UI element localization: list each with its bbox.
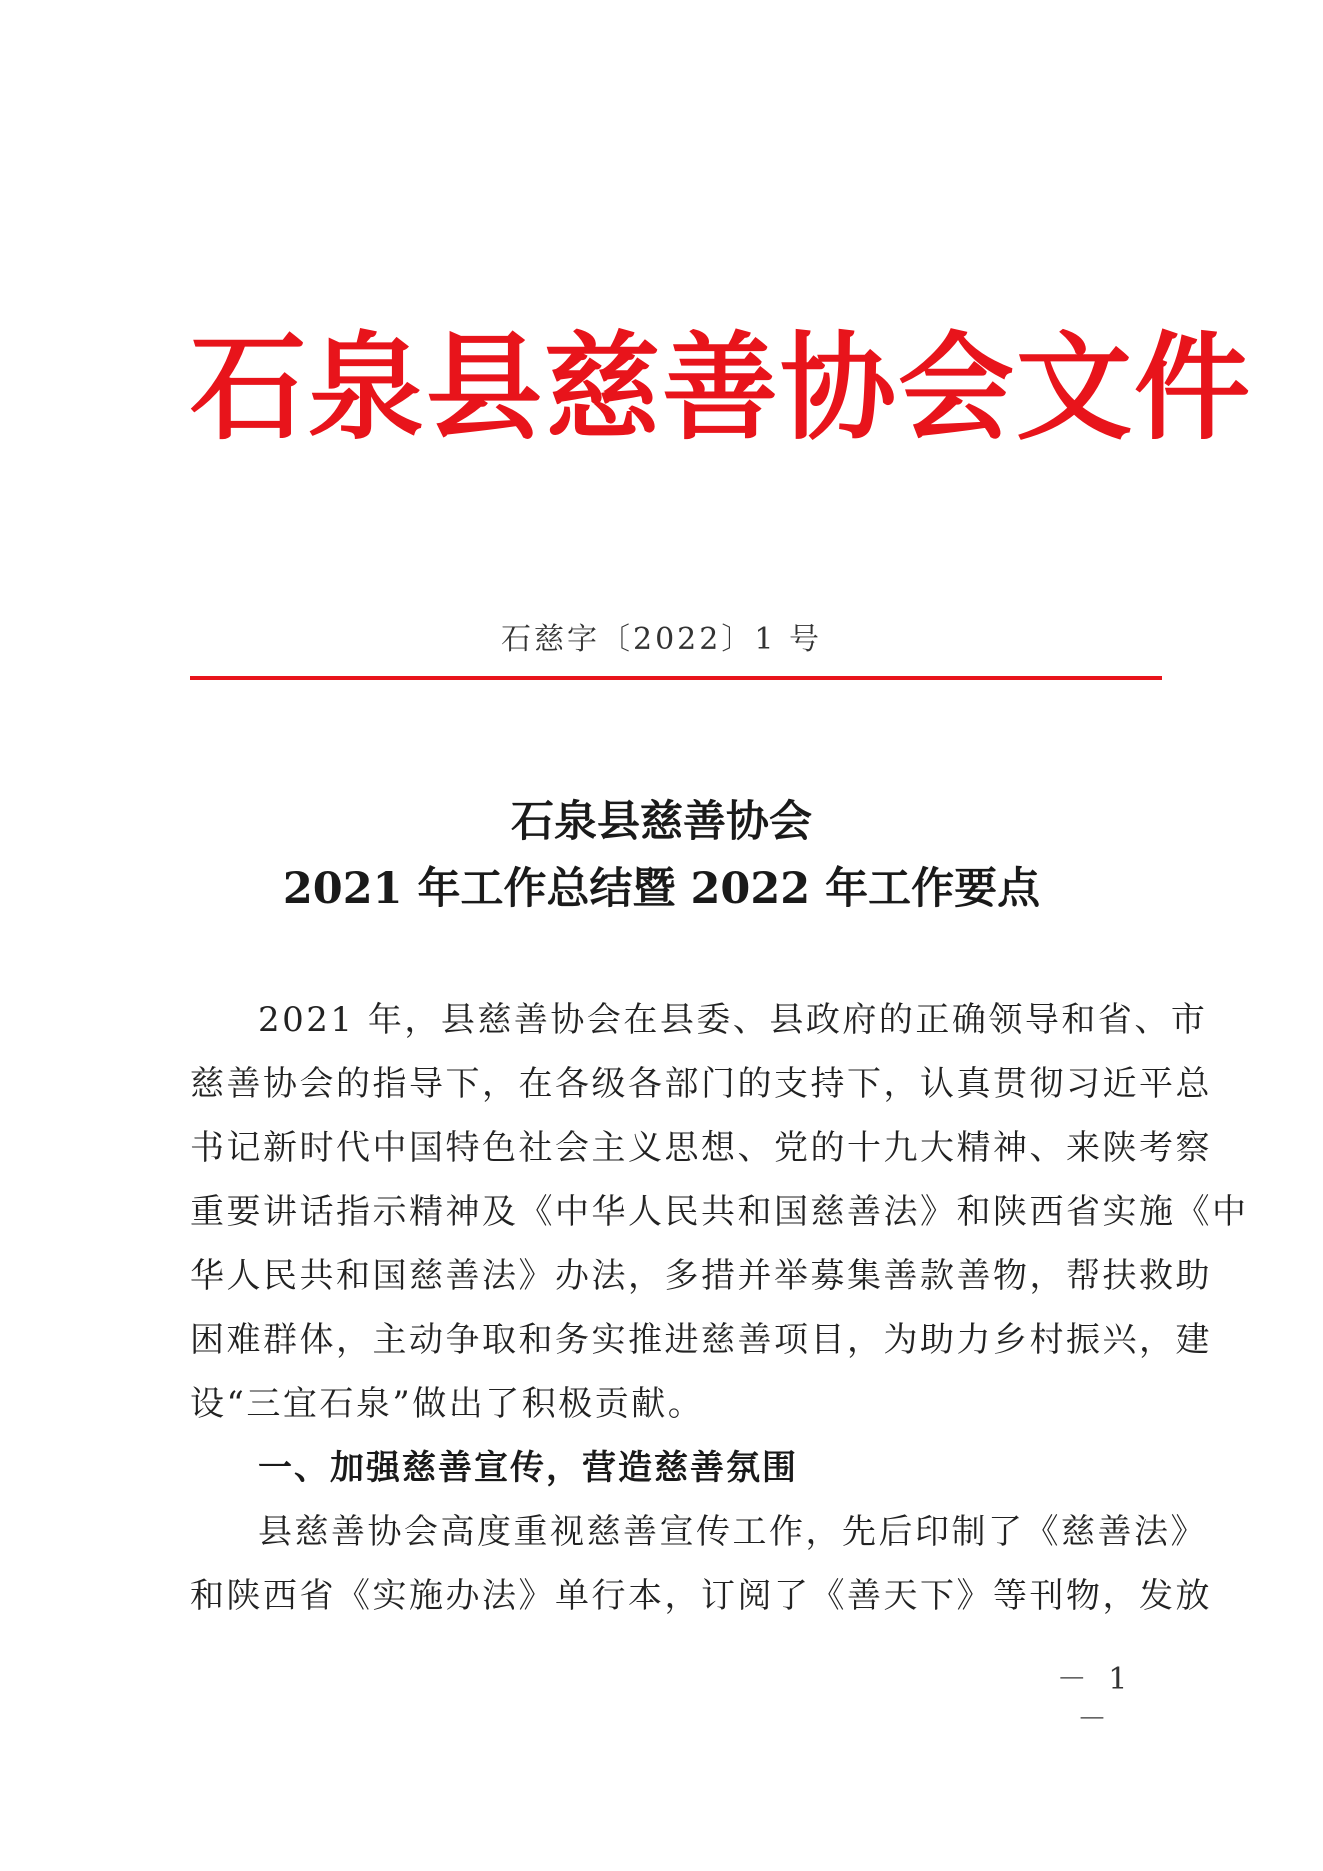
body-line: 华人民共和国慈善法》办法，多措并举募集善款善物，帮扶救助	[190, 1256, 1212, 1296]
section-heading: 一、加强慈善宣传，营造慈善氛围	[258, 1448, 798, 1488]
document-title-line-2: 2021 年工作总结暨 2022 年工作要点	[282, 864, 1041, 914]
masthead-title: 石泉县慈善协会文件	[190, 320, 1252, 456]
document-title-line-1: 石泉县慈善协会	[511, 797, 812, 847]
body-line: 和陕西省《实施办法》单行本，订阅了《善天下》等刊物，发放	[190, 1576, 1212, 1616]
red-divider-line	[190, 676, 1162, 680]
body-line: 书记新时代中国特色社会主义思想、党的十九大精神、来陕考察	[190, 1128, 1212, 1168]
body-line: 县慈善协会高度重视慈善宣传工作，先后印制了《慈善法》	[258, 1512, 1207, 1552]
page-number: － 1 －	[1056, 1662, 1134, 1737]
body-line: 慈善协会的指导下，在各级各部门的支持下，认真贯彻习近平总	[190, 1064, 1212, 1104]
body-line: 设“三宜石泉”做出了积极贡献。	[190, 1384, 705, 1424]
body-line: 2021 年，县慈善协会在县委、县政府的正确领导和省、市	[258, 1000, 1208, 1040]
document-number: 石慈字〔2022〕1 号	[501, 622, 822, 657]
body-line: 重要讲话指示精神及《中华人民共和国慈善法》和陕西省实施《中	[190, 1192, 1249, 1232]
body-line: 困难群体，主动争取和务实推进慈善项目，为助力乡村振兴，建	[190, 1320, 1212, 1360]
body-text	[190, 988, 1249, 1628]
